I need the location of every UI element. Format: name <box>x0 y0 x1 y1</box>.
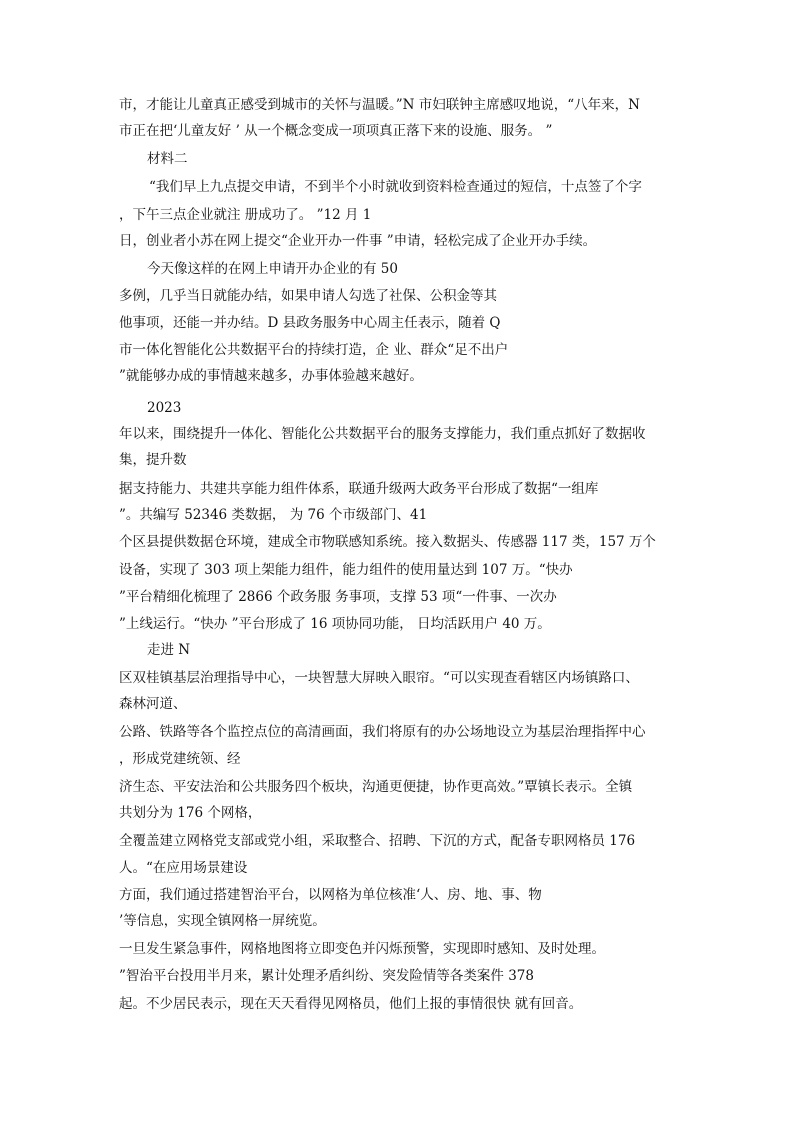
text-line: ”平台精细化梳理了 2866 个政务服 务事项，支撑 53 项“一件事、一次办 <box>119 589 557 605</box>
text-line: 方面，我们通过搭建智治平台，以网格为单位核准‘人、房、地、事、物 <box>119 887 542 903</box>
text-line: 市正在把‘儿童友好 ’ 从一个概念变成一项项真正落下来的设施、服务。 ” <box>119 123 553 139</box>
text-line: ’等信息，实现全镇网格一屏统览。 <box>119 913 326 929</box>
text-line: 区双桂镇基层治理指导中心，一块智慧大屏映入眼帘。“可以实现查看辖区内场镇路口、 <box>119 670 639 686</box>
text-line: 走进 N <box>147 642 191 658</box>
text-line: 公路、铁路等各个监控点位的高清画面，我们将原有的办公场地设立为基层治理指挥中心 <box>119 724 646 740</box>
text-line: 据支持能力、共建共享能力组件体系，联通升级两大政务平台形成了数据“一组库 <box>119 481 599 497</box>
text-line: 日，创业者小苏在网上提交“企业开办一件事 ”申请，轻松完成了企业开办手续。 <box>119 233 597 249</box>
section-heading: 材料二 <box>147 151 188 167</box>
text-line: 个区县提供数据仓环境，建成全市物联感知系统。接入数据头、传感器 117 类，157 万个 <box>119 534 656 550</box>
text-line: 全覆盖建立网格党支部或党小组，采取整合、招聘、下沉的方式，配备专职网格员 176 <box>119 833 636 849</box>
text-line: ”。共编写 52346 类数据， 为 76 个市级部门、41 <box>119 507 428 523</box>
text-line: ”就能够办成的事情越来越多，办事体验越来越好。 <box>119 368 423 384</box>
text-line: 人。“在应用场景建设 <box>119 860 248 876</box>
text-line: ”智治平台投用半月来，累计处理矛盾纠纷、突发险情等各类案件 378 <box>119 968 534 984</box>
text-line: 年以来，围绕提升一体化、智能化公共数据平台的服务支撑能力，我们重点抓好了数据收 <box>119 426 646 442</box>
text-line: 共划分为 176 个网格， <box>119 805 262 821</box>
text-line: 设备，实现了 303 项上架能力组件，能力组件的使用量达到 107 万。“快办 <box>119 562 573 578</box>
text-line: 他事项，还能一并办结。D 县政务服务中心周主任表示，随着 Q <box>119 315 501 331</box>
text-line: 市一体化智能化公共数据平台的持续打造，企 业、群众“足不出户 <box>119 342 509 358</box>
text-line: 多例，几乎当日就能办结，如果申请人勾选了社保、公积金等其 <box>119 288 497 304</box>
text-line: ，形成党建统领、经 <box>119 751 241 767</box>
text-line: “我们早上九点提交申请，不到半个小时就收到资料检查通过的短信，十点签了个字 <box>149 179 642 195</box>
text-line: ”上线运行。“快办 ”平台形成了 16 项协同功能， 日均活跃用户 40 万。 <box>119 616 551 632</box>
text-line: 起。不少居民表示，现在天天看得见网格员，他们上报的事情很快 就有回音。 <box>119 996 583 1012</box>
text-line: 市，才能让儿童真正感受到城市的关怀与温暖。”N 市妇联钟主席感叹地说，“八年来，N <box>119 97 640 113</box>
text-line: 森林河道、 <box>119 696 187 712</box>
text-line: 集，提升数 <box>119 452 187 468</box>
text-line: 济生态、平安法治和公共服务四个板块，沟通更便捷，协作更高效。”覃镇长表示。全镇 <box>119 779 633 795</box>
text-line: 2023 <box>147 400 182 416</box>
text-line: ，下午三点企业就注 册成功了。 ”12 月 1 <box>119 207 372 223</box>
text-line: 今天像这样的在网上申请开办企业的有 50 <box>147 261 398 277</box>
text-line: 一旦发生紧急事件，网格地图将立即变色并闪烁预警，实现即时感知、及时处理。 <box>119 941 605 957</box>
